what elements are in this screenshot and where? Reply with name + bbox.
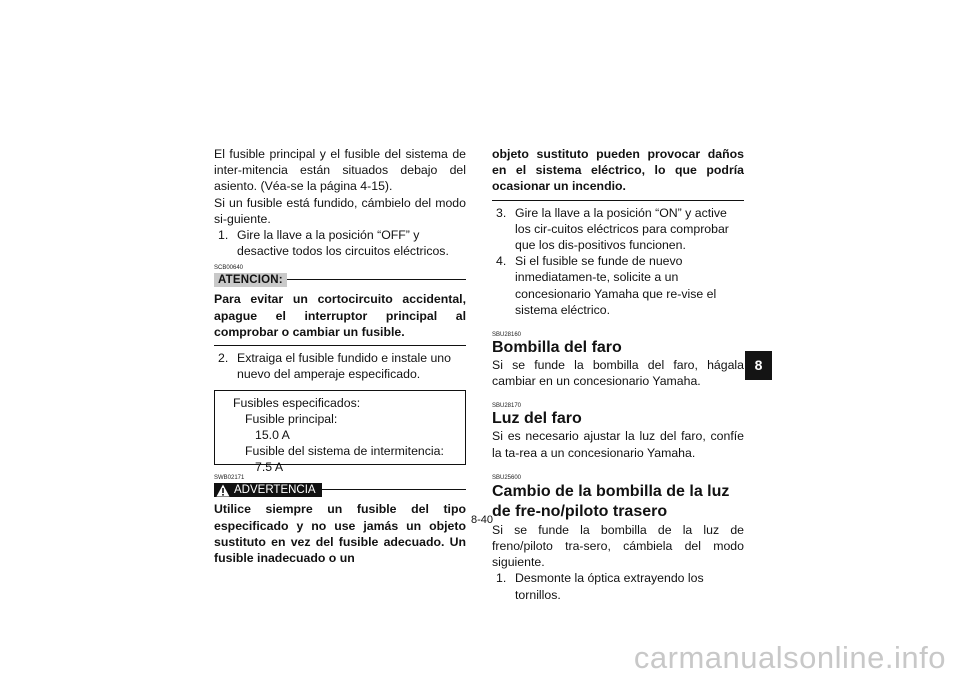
warning-code: SWB02171 <box>214 475 245 482</box>
warning-triangle-icon <box>216 484 230 497</box>
step-text: Gire la llave a la posición “OFF” y desactive todos los circuitos eléctricos. <box>237 228 449 259</box>
section-code: SBU28170 <box>492 403 522 410</box>
step-2 <box>214 350 466 382</box>
section-text: Si se funde la bombilla del faro, hágala cambiar en un concesionario Yamaha. <box>492 358 744 389</box>
atencion-label: ATENCION: <box>214 273 287 287</box>
warning-label-box <box>214 483 322 497</box>
page-number: 8-40 <box>471 514 494 526</box>
section-code: SBU28160 <box>492 332 522 339</box>
section-code: SBU25600 <box>492 474 522 481</box>
step-text: Gire la llave a la posición “ON” y active los cir-cuitos eléctricos para comprobar que los dis-positivos funcionen. <box>515 205 729 253</box>
step-number: 1. <box>496 571 507 586</box>
spec-main-label: Fusible principal: <box>245 412 338 427</box>
watermark: carmanualsonline.info <box>633 640 946 675</box>
intro-paragraph: El fusible principal y el fusible del sistema de inter-mitencia están situados debajo del asiento. (Véa-se la página 4-15). <box>214 147 466 194</box>
step-text: Desmonte la óptica extrayendo los tornillos. <box>515 571 704 602</box>
warning-header <box>214 483 466 497</box>
section-text: Si es necesario ajustar la luz del faro, confíe la ta-rea a un concesionario Yamaha. <box>492 429 744 460</box>
step-4 <box>492 253 744 318</box>
left-column <box>214 146 466 566</box>
section-title-tail-light: Cambio de la bombilla de la luz de fre-no/piloto trasero <box>492 482 730 520</box>
divider <box>492 200 744 201</box>
step-1 <box>492 570 744 602</box>
spec-main-value: 15.0 A <box>255 428 290 443</box>
step-number: 1. <box>218 228 229 243</box>
step-text: Si el fusible se funde de nuevo inmediatamen-te, solicite a un concesionario Yamaha que re-vise el sistema eléctrico. <box>515 254 717 317</box>
section-title-headlight-bulb: Bombilla del faro <box>492 339 622 357</box>
step-number: 4. <box>496 254 507 269</box>
step-1 <box>214 227 466 259</box>
intro-paragraph-2: Si un fusible está fundido, cámbielo del modo si-guiente. <box>214 195 466 226</box>
fuse-spec-box <box>214 390 466 475</box>
right-column <box>492 146 744 603</box>
warning-text-continued: objeto sustituto pueden provocar daños en el sistema eléctrico, lo que podría ocasionar un incendio. <box>492 147 744 194</box>
spec-turn-label: Fusible del sistema de intermitencia: <box>245 444 444 459</box>
step-number: 2. <box>218 351 229 366</box>
step-text: Extraiga el fusible fundido e instale uno nuevo del amperaje especificado. <box>237 351 451 382</box>
spec-turn-value: 7.5 A <box>255 460 284 475</box>
section-text: Si se funde la bombilla de la luz de freno/piloto tra-sero, cámbiela del modo siguiente. <box>492 522 744 570</box>
step-3 <box>492 205 744 254</box>
step-number: 3. <box>496 205 507 220</box>
spec-title: Fusibles especificados: <box>233 396 361 411</box>
section-title-headlight-beam: Luz del faro <box>492 410 582 428</box>
atencion-code: SCB00640 <box>214 265 244 272</box>
chapter-tab: 8 <box>745 351 772 380</box>
atencion-header <box>214 273 466 287</box>
warning-text: Utilice siempre un fusible del tipo especificado y no use jamás un objeto sustituto en vez del fusible adecuado. Un fusible inadecuado o un <box>214 502 466 566</box>
divider <box>214 345 466 346</box>
atencion-text: Para evitar un cortocircuito accidental, apague el interruptor principal al comprobar o cambiar un fusible. <box>214 292 466 339</box>
warning-label: ADVERTENCIA <box>234 484 316 497</box>
